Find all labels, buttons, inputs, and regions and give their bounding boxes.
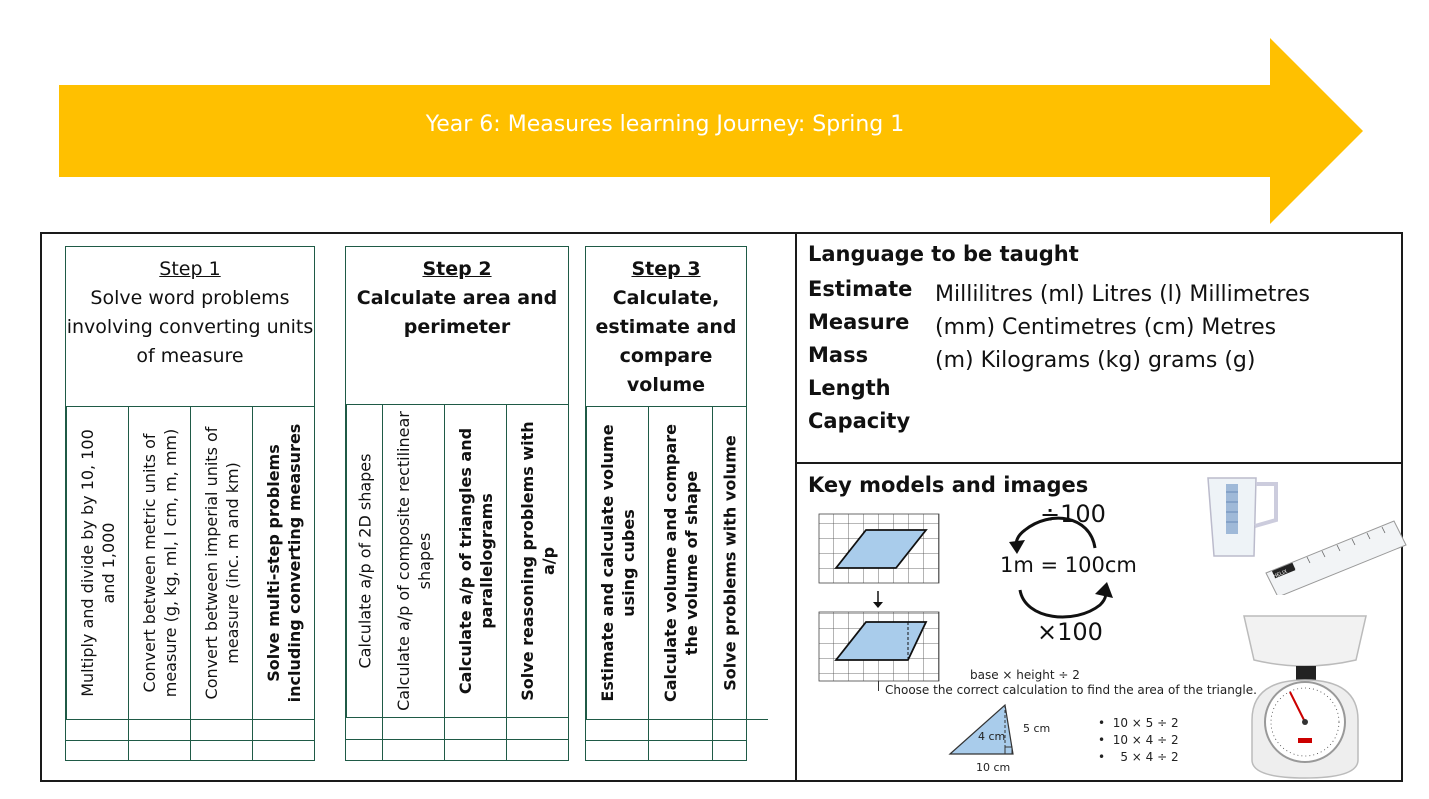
step-2-col-3-text: Calculate a/p of triangles and parallelograms — [455, 427, 496, 695]
models-title: Key models and images — [808, 473, 1089, 497]
step-3-col-3 — [712, 407, 747, 719]
step-3-col-3-text: Solve problems with volume — [720, 435, 740, 691]
divider-horizontal — [796, 462, 1403, 464]
option-item: • 10 × 5 ÷ 2 — [1098, 716, 1179, 730]
conversion-equation: 1m = 100cm — [1000, 553, 1137, 577]
step-2-col-2-text: Calculate a/p of composite rectilinear shapes — [393, 411, 434, 711]
step-1-col-3-text: Convert between imperial units of measure (inc. m and km) — [201, 426, 242, 700]
triangle-base-label: 10 cm — [976, 761, 1011, 774]
ruler-icon — [1262, 515, 1412, 595]
language-title: Language to be taught — [808, 242, 1079, 266]
step-3-row-line — [586, 719, 768, 720]
step-2-col-1 — [346, 405, 382, 717]
term-capacity: Capacity — [808, 409, 911, 433]
step-2-col-1-text: Calculate a/p of 2D shapes — [355, 453, 374, 669]
step-3-box — [585, 246, 747, 761]
step-3-heading: Step 3 — [631, 258, 701, 280]
triangle-height-label: 4 cm — [978, 730, 1006, 743]
step-2-box — [345, 246, 569, 761]
option-text: 5 × 4 ÷ 2 — [1120, 750, 1179, 764]
step-2-header — [346, 247, 568, 405]
step-2-heading: Step 2 — [422, 258, 492, 280]
area-formula: base × height ÷ 2 — [970, 668, 1080, 682]
step-2-row-line — [346, 717, 568, 718]
step-1-cell-line — [128, 719, 129, 761]
step-3-subtitle: Calculate, estimate and compare volume — [595, 287, 737, 396]
step-3-cell-line — [712, 719, 713, 761]
step-2-cell-line — [444, 717, 445, 761]
step-1-heading: Step 1 — [159, 258, 221, 280]
step-1-col-3 — [190, 407, 252, 719]
term-mass: Mass — [808, 343, 869, 367]
term-length: Length — [808, 376, 891, 400]
option-item: • 10 × 4 ÷ 2 — [1098, 733, 1179, 747]
step-2-col-3 — [444, 405, 506, 717]
step-3-col-1 — [586, 407, 648, 719]
step-1-col-2-text: Convert between metric units of measure (g, kg, ml, l cm, m, mm) — [139, 428, 180, 698]
step-2-col-4-text: Solve reasoning problems with a/p — [518, 421, 558, 701]
option-text: 10 × 4 ÷ 2 — [1112, 733, 1179, 747]
divide-label: ÷100 — [1040, 500, 1106, 528]
step-3-col-1-text: Estimate and calculate volume using cubes — [597, 424, 638, 702]
term-estimate: Estimate — [808, 277, 913, 301]
step-2-col-4 — [506, 405, 569, 717]
triangle-side-label: 5 cm — [1023, 722, 1051, 735]
step-2-cell-line — [506, 717, 507, 761]
step-3-col-2 — [648, 407, 712, 719]
multiply-label: ×100 — [1037, 618, 1103, 646]
step-1-cell-line — [190, 719, 191, 761]
calculation-options — [1098, 715, 1179, 766]
step-2-subtitle: Calculate area and perimeter — [356, 287, 558, 338]
weighing-scale-icon — [1238, 610, 1373, 785]
text-cursor — [878, 681, 879, 691]
ruler-brand: HELIX — [1272, 568, 1289, 580]
option-text: 10 × 5 ÷ 2 — [1112, 716, 1179, 730]
option-item: • 5 × 4 ÷ 2 — [1098, 750, 1179, 764]
step-1-header — [66, 247, 314, 407]
banner-title: Year 6: Measures learning Journey: Spring 1 — [425, 112, 905, 137]
step-3-col-2-text: Calculate volume and compare the volume of shape — [660, 424, 701, 702]
triangle-question: Choose the correct calculation to find the area of the triangle. — [885, 683, 1257, 697]
divider-vertical — [795, 232, 797, 782]
step-2-col-2 — [382, 405, 444, 717]
step-3-row-line — [586, 740, 746, 741]
step-1-box — [65, 246, 315, 761]
step-3-cell-line — [648, 719, 649, 761]
step-1-col-2 — [128, 407, 190, 719]
step-1-col-1-text: Multiply and divide by by 10, 100 and 1,000 — [77, 429, 118, 697]
step-1-col-1 — [66, 407, 128, 719]
step-1-col-4-text: Solve multi-step problems including converting measures — [264, 423, 304, 703]
parallelogram-grid-diagram — [818, 508, 943, 688]
units-list: Millilitres (ml) Litres (l) Millimetres (mm) Centimetres (cm) Metres (m) Kilograms (kg) grams (g) — [935, 282, 1310, 373]
step-2-cell-line — [382, 717, 383, 761]
step-3-header — [586, 247, 746, 407]
step-1-cell-line — [252, 719, 253, 761]
step-1-subtitle: Solve word problems involving converting units of measure — [66, 287, 314, 367]
term-measure: Measure — [808, 310, 910, 334]
step-1-col-4 — [252, 407, 315, 719]
step-2-row-line — [346, 739, 568, 740]
